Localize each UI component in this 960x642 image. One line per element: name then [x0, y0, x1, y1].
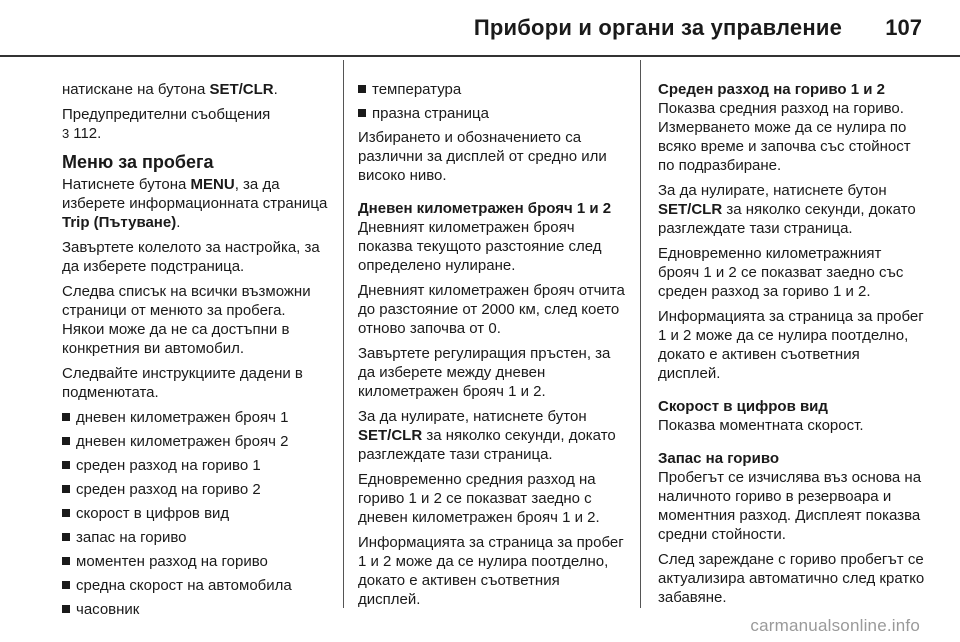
paragraph-select-odometer: Завъртете регулиращия пръстен, за да изберете между дневен километражен брояч 1 и 2. — [358, 345, 611, 400]
bullet-square-icon — [358, 109, 366, 117]
list-item: дневен километражен брояч 1 — [62, 408, 330, 427]
list-item: скорост в цифров вид — [62, 504, 330, 523]
set-clr-label: SET/CLR — [358, 427, 423, 444]
bullet-square-icon — [62, 557, 70, 565]
page-reference-link[interactable]: 112. — [73, 125, 102, 142]
bullet-square-icon — [62, 605, 70, 613]
subheading-average-consumption: Среден разход на гориво 1 и 2 — [658, 81, 885, 98]
bullet-square-icon — [62, 509, 70, 517]
paragraph-follow-instructions: Следвайте инструкциите дадени в подменютата. — [62, 365, 303, 401]
menu-button-label: MENU — [190, 176, 235, 193]
paragraph-digital-speed: Показва моментната скорост. — [658, 417, 864, 434]
list-item: среден разход на гориво 2 — [62, 480, 330, 499]
list-item: празна страница — [358, 104, 626, 123]
paragraph-simultaneous-display: Едновременно средния разход на гориво 1 и 2 се показват заедно с дневен километражен брояч 1 и 2. — [358, 471, 600, 526]
bullet-square-icon — [62, 461, 70, 469]
paragraph-trip-odometer-shows: Дневният километражен брояч показва текущото разстояние след определено нулиране. — [358, 219, 602, 274]
trip-pages-list-continued — [358, 80, 626, 123]
page-title: Прибори и органи за управление — [473, 15, 842, 40]
list-item: часовник — [62, 600, 330, 619]
bullet-square-icon — [62, 581, 70, 589]
trip-pages-list — [62, 408, 330, 619]
bullet-square-icon — [62, 413, 70, 421]
paragraph-simultaneous-odometer: Едновременно километражният брояч 1 и 2 се показват заедно със среден разход за гориво 1 и 2. — [658, 245, 904, 300]
paragraph-reset-separately: Информацията за страница за пробег 1 и 2 може да се нулира поотделно, докато е активен съответния дисплей. — [358, 534, 624, 608]
warning-reference: Предупредителни съобщения 3 112. — [62, 106, 271, 142]
column-divider-1 — [343, 60, 344, 608]
column-divider-2 — [640, 60, 641, 608]
intro-paragraph: натискане на бутона SET/CLR. — [62, 81, 278, 98]
trip-page-label: Trip (Пътуване) — [62, 214, 177, 231]
bullet-square-icon — [62, 533, 70, 541]
page-reference-arrow-icon: 3 — [62, 126, 70, 141]
paragraph-fuel-range: Пробегът се изчислява въз основа на наличното гориво в резервоара и моментния разход. Дисплеят показва средни стойности. — [658, 469, 922, 543]
set-clr-label: SET/CLR — [209, 81, 274, 98]
column-3 — [658, 80, 926, 613]
subheading-fuel-range: Запас на гориво — [658, 450, 780, 467]
list-item: дневен километражен брояч 2 — [62, 432, 330, 451]
bullet-square-icon — [62, 437, 70, 445]
paragraph-page-list: Следва списък на всички възможни страници от менюто за пробега. Някои може да не са достъпни в конкретния ви автомобил. — [62, 283, 311, 357]
bullet-square-icon — [358, 85, 366, 93]
bullet-square-icon — [62, 485, 70, 493]
paragraph-refuel-update: След зареждане с гориво пробегът се актуализира автоматично след кратко забавяне. — [658, 551, 925, 606]
list-item: средна скорост на автомобила — [62, 576, 330, 595]
set-clr-label: SET/CLR — [658, 201, 723, 218]
subheading-digital-speed: Скорост в цифров вид — [658, 398, 828, 415]
watermark: carmanualsonline.info — [750, 616, 920, 635]
paragraph-average-consumption: Показва средния разход на гориво. Измерването може да се нулира по всяко време и започва със стойност по подразбиране. — [658, 100, 911, 174]
paragraph-menu-button: Натиснете бутона MENU, за да изберете информационната страница Trip (Пътуване). — [62, 176, 328, 231]
column-1 — [62, 80, 330, 624]
list-item: среден разход на гориво 1 — [62, 456, 330, 475]
page-header — [0, 0, 960, 60]
paragraph-reset-odometer: За да нулирате, натиснете бутон SET/CLR за няколко секунди, докато разглеждате тази страница. — [358, 408, 616, 463]
page-number: 107 — [885, 15, 922, 40]
header-divider — [0, 55, 960, 57]
list-item: температура — [358, 80, 626, 99]
paragraph-reset-pages: Информацията за страница за пробег 1 и 2 може да се нулира поотделно, докато е активен съответния дисплей. — [658, 308, 924, 382]
paragraph-adjust-wheel: Завъртете колелото за настройка, за да изберете подстраница. — [62, 239, 320, 275]
list-item: запас на гориво — [62, 528, 330, 547]
paragraph-display-levels: Избирането и обозначението са различни за дисплей от средно или високо ниво. — [358, 129, 607, 184]
section-title-trip-menu: Меню за пробега — [62, 152, 214, 172]
subheading-trip-odometer: Дневен километражен брояч 1 и 2 — [358, 200, 612, 217]
column-2 — [358, 80, 626, 615]
list-item: моментен разход на гориво — [62, 552, 330, 571]
paragraph-trip-odometer-range: Дневният километражен брояч отчита до разстояние от 2000 км, след което отново започва от 0. — [358, 282, 625, 337]
paragraph-reset-consumption: За да нулирате, натиснете бутон SET/CLR за няколко секунди, докато разглеждате тази страница. — [658, 182, 916, 237]
